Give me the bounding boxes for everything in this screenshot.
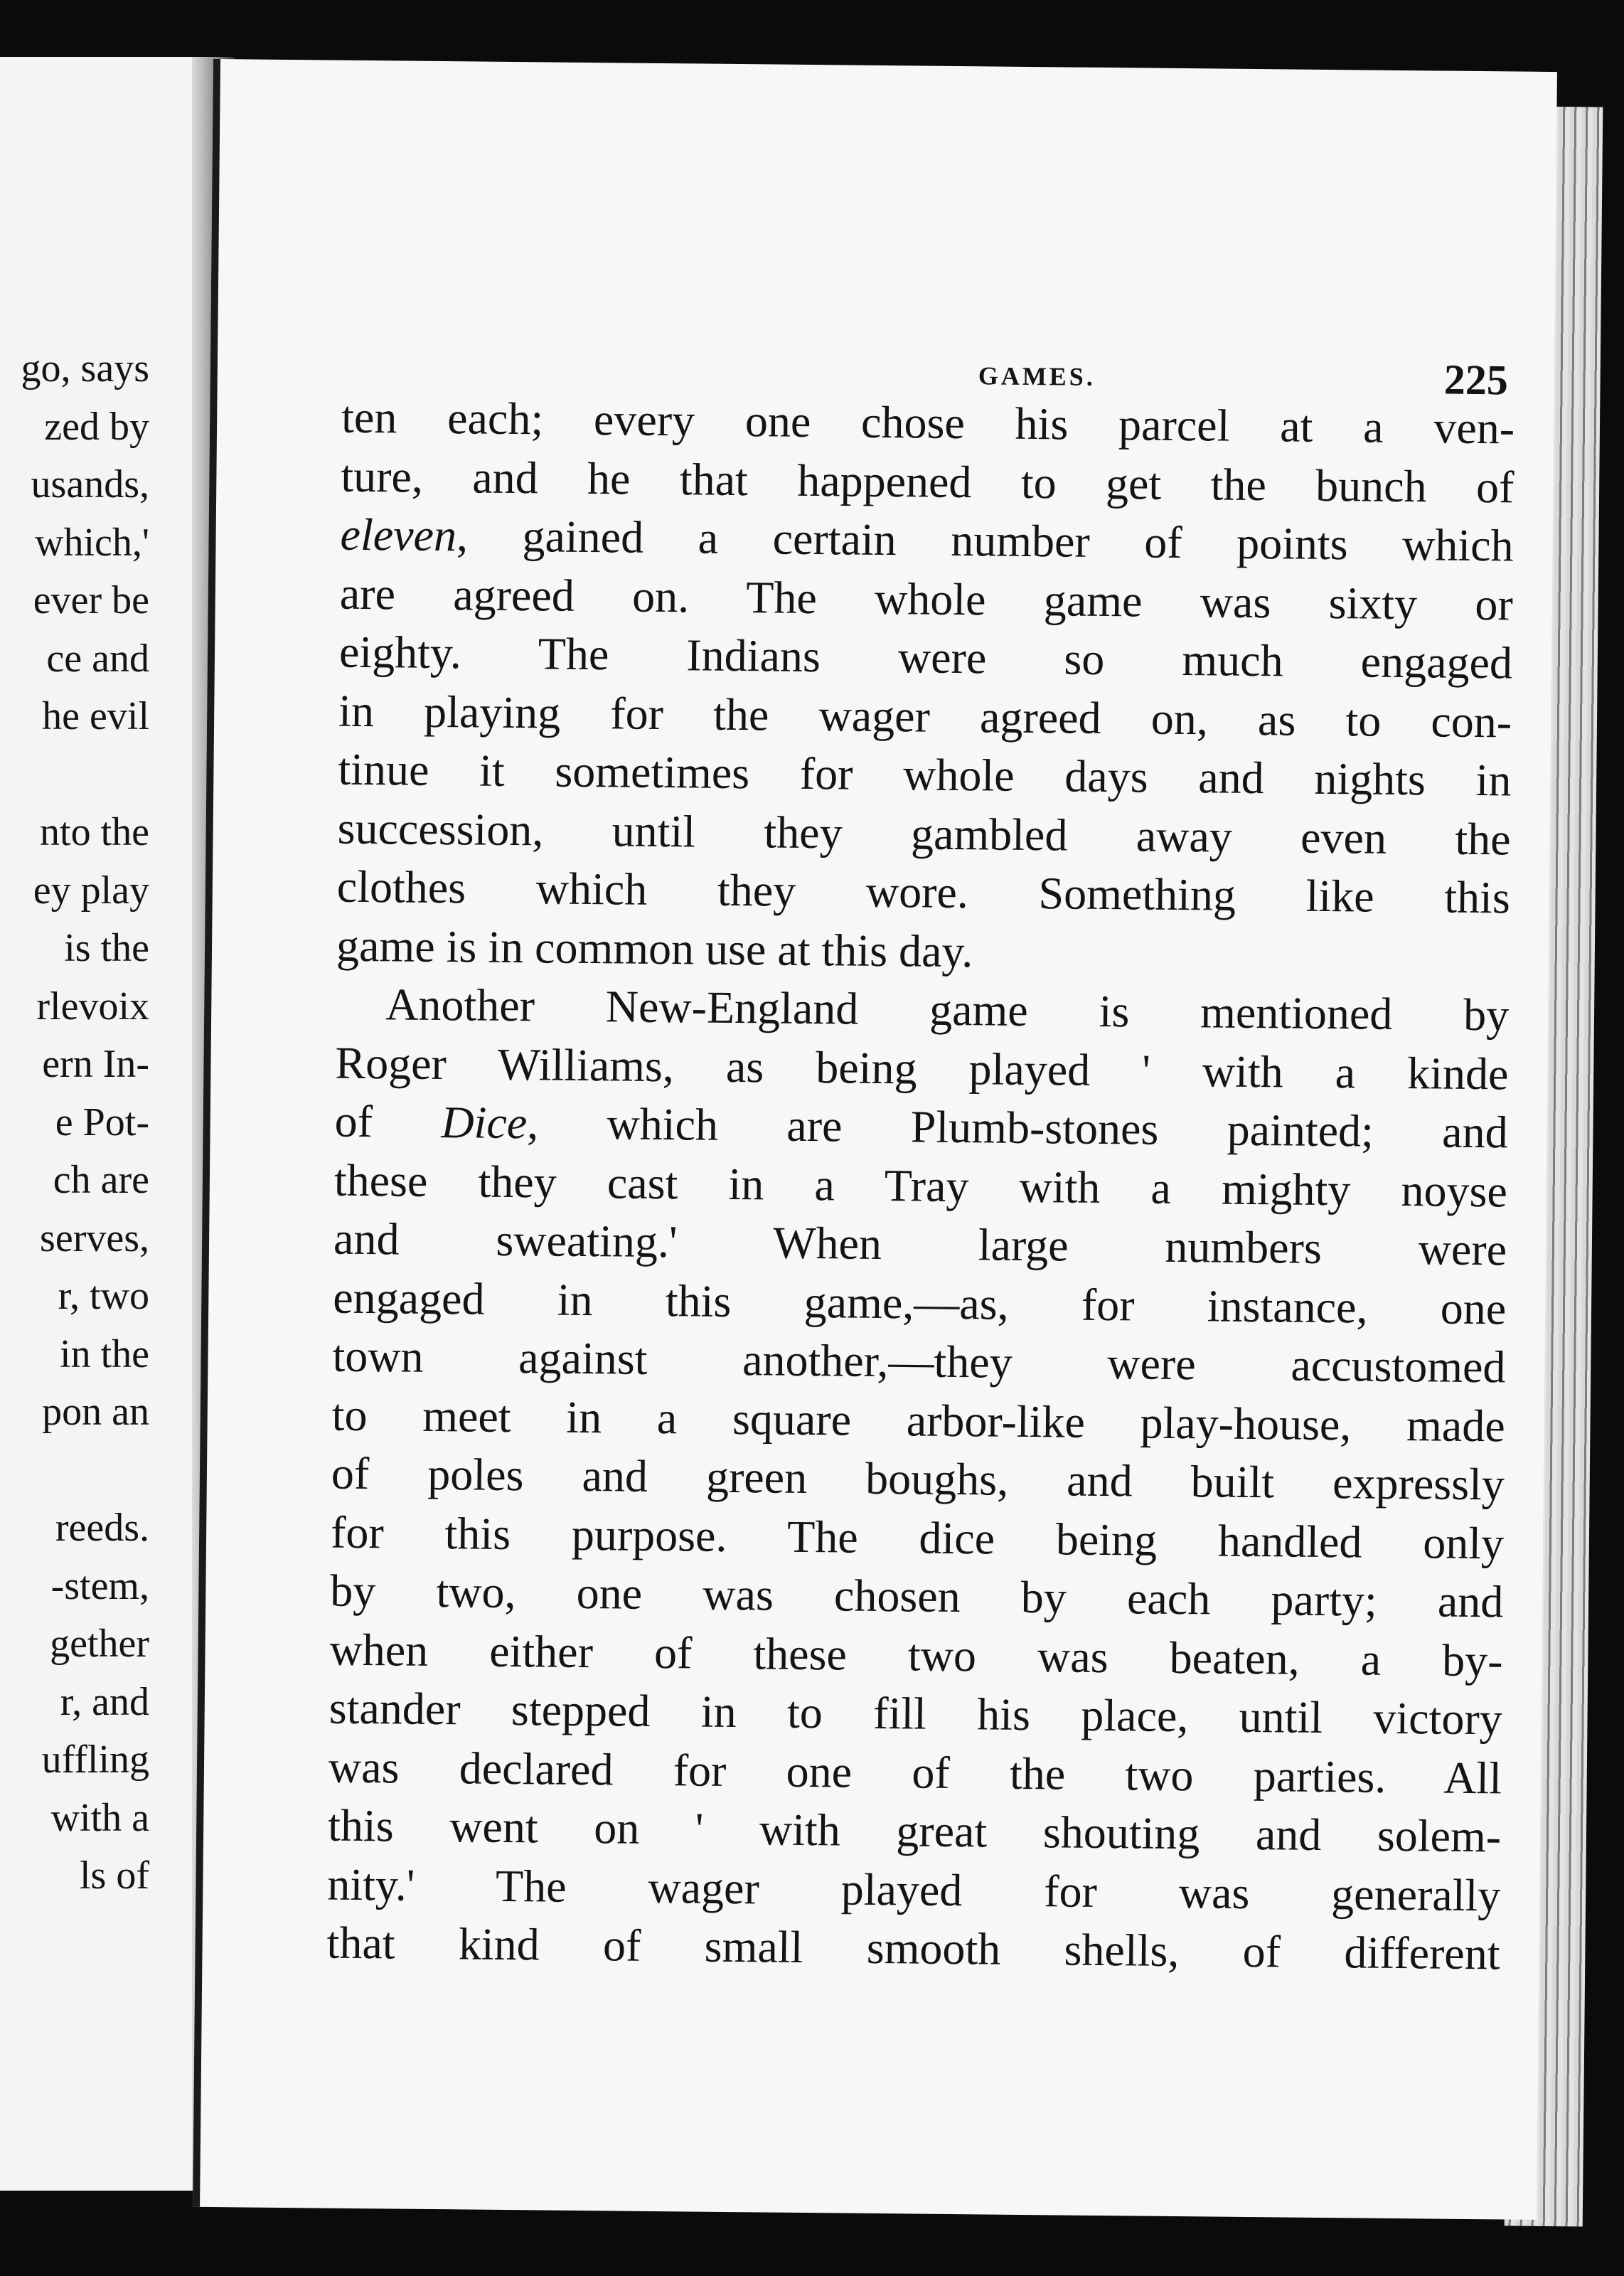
previous-page-line: zed by [44,404,149,449]
body-line: of poles and green boughs, and built expressly [331,1447,1505,1510]
body-line: town against another,—they were accustomed [332,1330,1506,1393]
body-line: game is in common use at this day. [336,920,973,977]
body-line: ture, and he that happened to get the bunch of [341,450,1515,513]
body-line: of Dice, which are Plumb-stones painted; and [334,1095,1508,1158]
previous-page-line: he evil [42,694,149,738]
previous-page-line: r, and [60,1679,149,1724]
previous-page-line: with a [50,1795,149,1840]
previous-page-line: ch are [53,1158,149,1202]
previous-page-line: uffling [41,1738,149,1782]
previous-page-line: gether [50,1622,149,1666]
previous-page-line: is the [64,926,149,970]
body-line: and sweating.' When large numbers were [333,1213,1507,1275]
body-line: that kind of small smooth shells, of different [326,1917,1500,1979]
body-line: ten each; every one chose his parcel at a ven- [341,391,1515,454]
body-line: eighty. The Indians were so much engaged [338,626,1513,688]
body-line: when either of these two was beaten, a by- [329,1624,1503,1686]
previous-page-line: ls of [80,1854,149,1898]
previous-page-line: rlevoix [36,984,149,1028]
previous-page-line: reeds. [55,1506,149,1550]
body-line: this went on ' with great shouting and solem- [327,1799,1502,1862]
body-line: to meet in a square arbor-like play-house, made [331,1389,1506,1451]
body-line: was declared for one of the two parties. All [328,1741,1502,1803]
body-line: Another New-England game is mentioned by [385,979,1510,1041]
body-line: are agreed on. The whole game was sixty or [339,568,1514,630]
previous-page-line: ce and [46,636,149,681]
previous-page-line: which,' [35,520,149,565]
previous-page-line: e Pot- [55,1100,149,1144]
body-line: these they cast in a Tray with a mighty noyse [333,1154,1508,1216]
body-line: succession, until they gambled away even the [337,802,1511,864]
body-line: engaged in this game,—as, for instance, one [333,1272,1507,1334]
previous-page-line: go, says [21,346,149,390]
previous-page-line: in the [60,1331,149,1376]
body-line: Roger Williams, as being played ' with a kinde [335,1037,1509,1099]
previous-page-line: ever be [33,578,149,622]
body-line: by two, one was chosen by each party; and [330,1565,1504,1627]
body-line: eleven, gained a certain number of points which [340,509,1514,571]
body-line: in playing for the wager agreed on, as to con- [338,685,1512,747]
running-head: GAMES. [978,361,1096,391]
previous-page-line: ern In- [42,1042,149,1086]
previous-page-line: -stem, [50,1563,149,1608]
body-line: tinue it sometimes for whole days and nights in [338,743,1512,806]
previous-page-line: nto the [40,810,149,854]
previous-page-line: serves, [40,1216,149,1260]
body-line: clothes which they wore. Something like this [336,861,1511,923]
body-line: stander stepped in to fill his place, until victory [328,1682,1503,1745]
book-page [193,59,1557,2220]
page-number: 225 [1443,356,1509,404]
previous-page-line: pon an [42,1390,149,1434]
previous-page-line: usands, [31,462,149,506]
previous-page-line: ey play [33,868,149,913]
body-line: nity.' The wager played for was generally [327,1858,1501,1920]
body-line: for this purpose. The dice being handled only [330,1506,1505,1568]
previous-page-line: r, two [58,1274,149,1318]
